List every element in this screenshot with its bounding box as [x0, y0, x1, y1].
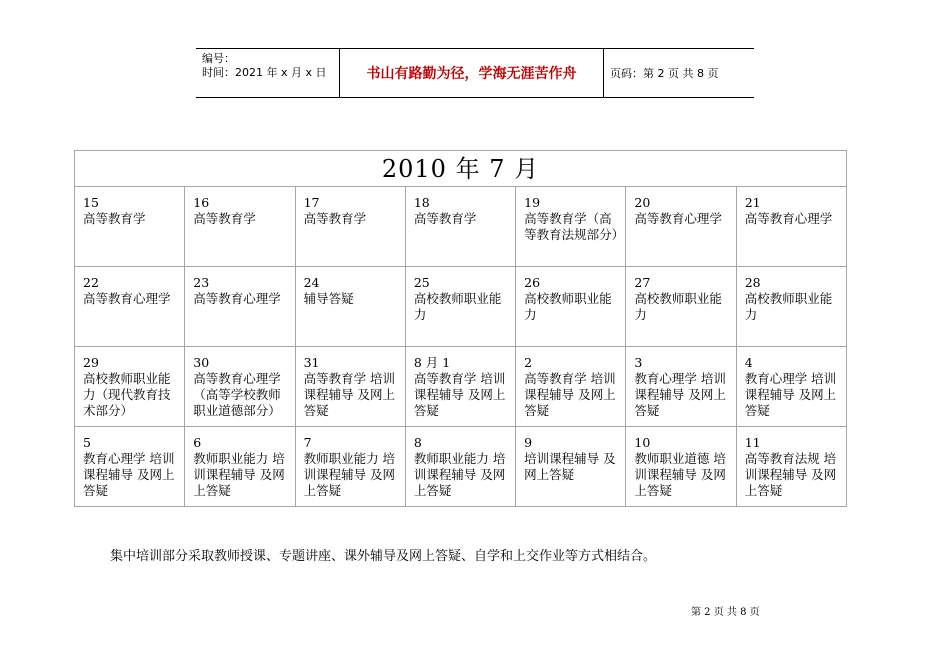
day-number: 22: [83, 275, 99, 290]
day-course: 教师职业道德 培训课程辅导 及网上答疑: [634, 451, 726, 498]
day-course: 高校教师职业能力: [634, 291, 722, 322]
day-number: 18: [413, 195, 430, 210]
day-number: 11: [744, 435, 761, 450]
day-course: 教师职业能力 培训课程辅导 及网上答疑: [413, 451, 506, 498]
day-number: 20: [634, 195, 651, 210]
day-course: 高等教育学: [413, 211, 477, 226]
calendar-day-cell: [516, 347, 626, 427]
day-number: 31: [303, 355, 320, 370]
day-number: 5: [83, 435, 91, 450]
day-number: 4: [744, 355, 753, 370]
day-number: 17: [303, 195, 320, 210]
day-course: 高等教育心理学: [83, 291, 171, 306]
calendar-day-cell: [185, 267, 295, 347]
day-number: 28: [744, 275, 761, 290]
day-number: 9: [524, 435, 533, 450]
day-number: 21: [744, 195, 761, 210]
day-course: 教师职业能力 培训课程辅导 及网上答疑: [193, 451, 285, 498]
day-number: 16: [193, 195, 210, 210]
day-number: 30: [193, 355, 210, 370]
day-course: 教育心理学 培训课程辅导 及网上答疑: [634, 371, 726, 418]
calendar-day-cell: [736, 427, 846, 507]
calendar-day-cell: [626, 347, 736, 427]
calendar-day-cell: [295, 267, 405, 347]
day-course: 高等教育学: [83, 211, 146, 226]
day-number: 8: [413, 435, 422, 450]
calendar-week-row: [75, 187, 847, 267]
day-course: 高等教育学: [193, 211, 256, 226]
calendar-day-cell: [405, 187, 515, 267]
calendar-day-cell: [295, 427, 405, 507]
calendar-table: [74, 150, 847, 507]
day-course: 高等教育法规 培训课程辅导 及网上答疑: [744, 451, 837, 498]
header-motto: 书山有路勤为径，学海无涯苦作舟: [339, 49, 604, 97]
calendar-day-cell: [75, 267, 185, 347]
day-course: 高等教育学（高等教育法规部分）: [524, 211, 625, 242]
day-number: 7: [303, 435, 312, 450]
day-number: 10: [634, 435, 651, 450]
calendar-day-cell: [75, 427, 185, 507]
day-course: 高校教师职业能力（现代教育技术部分）: [83, 371, 171, 418]
day-number: 2: [524, 355, 533, 370]
page-footer: 第 2 页 共 8 页: [691, 607, 760, 618]
calendar-day-cell: [295, 187, 405, 267]
calendar-day-cell: [295, 347, 405, 427]
calendar-day-cell: [736, 187, 846, 267]
calendar-day-cell: [736, 347, 846, 427]
day-course: 高等教育心理学（高等学校教师职业道德部分）: [193, 371, 281, 418]
day-course: 高等教育学: [303, 211, 367, 226]
calendar-day-cell: [405, 427, 515, 507]
calendar-day-cell: [405, 267, 515, 347]
calendar-day-cell: [626, 187, 736, 267]
calendar-day-cell: [516, 187, 626, 267]
day-number: 23: [193, 275, 210, 290]
day-course: 教师职业能力 培训课程辅导 及网上答疑: [303, 451, 396, 498]
calendar-day-cell: [405, 347, 515, 427]
day-course: 高等教育心理学: [744, 211, 833, 226]
calendar-day-cell: [185, 187, 295, 267]
day-number: 19: [524, 195, 541, 210]
day-number: 6: [193, 435, 202, 450]
day-course: 培训课程辅导 及网上答疑: [524, 451, 616, 482]
calendar-week-row: [75, 347, 847, 427]
day-number: 25: [413, 275, 430, 290]
day-number: 3: [634, 355, 643, 370]
page-header: [196, 48, 754, 98]
training-note: 集中培训部分采取教师授课、专题讲座、课外辅导及网上答疑、自学和上交作业等方式相结合。: [110, 549, 657, 564]
header-date: 时间：2021 年 x 月 x 日: [202, 66, 327, 79]
header-page-number: 页码：第 2 页 共 8 页: [610, 67, 719, 80]
calendar-day-cell: [185, 427, 295, 507]
calendar-day-cell: [75, 187, 185, 267]
day-course: 高等教育学 培训课程辅导 及网上答疑: [303, 371, 396, 418]
day-course: 高校教师职业能力: [744, 291, 833, 322]
day-number: 15: [83, 195, 99, 210]
calendar-day-cell: [75, 347, 185, 427]
day-number: 27: [634, 275, 651, 290]
calendar-day-cell: [185, 347, 295, 427]
day-course: 高等教育心理学: [193, 291, 281, 306]
calendar-day-cell: [516, 267, 626, 347]
day-course: 教育心理学 培训课程辅导 及网上答疑: [83, 451, 175, 498]
day-course: 高校教师职业能力: [524, 291, 612, 322]
calendar-day-cell: [516, 427, 626, 507]
calendar-day-cell: [626, 267, 736, 347]
calendar-title: 2010 年 7 月: [75, 151, 847, 187]
day-course: 高等教育学 培训课程辅导 及网上答疑: [413, 371, 506, 418]
calendar-week-row: [75, 427, 847, 507]
day-course: 教育心理学 培训课程辅导 及网上答疑: [744, 371, 837, 418]
header-number: 编号：: [202, 52, 235, 65]
day-course: 辅导答疑: [303, 291, 354, 306]
header-meta: [196, 49, 339, 97]
day-course: 高等教育心理学: [634, 211, 722, 226]
day-number: 26: [524, 275, 541, 290]
day-course: 高等教育学 培训课程辅导 及网上答疑: [524, 371, 616, 418]
day-number: 29: [83, 355, 99, 370]
day-number: 24: [303, 275, 320, 290]
calendar-day-cell: [736, 267, 846, 347]
calendar-week-row: [75, 267, 847, 347]
day-course: 高校教师职业能力: [413, 291, 502, 322]
day-number: 8 月 1: [413, 355, 451, 370]
calendar-day-cell: [626, 427, 736, 507]
